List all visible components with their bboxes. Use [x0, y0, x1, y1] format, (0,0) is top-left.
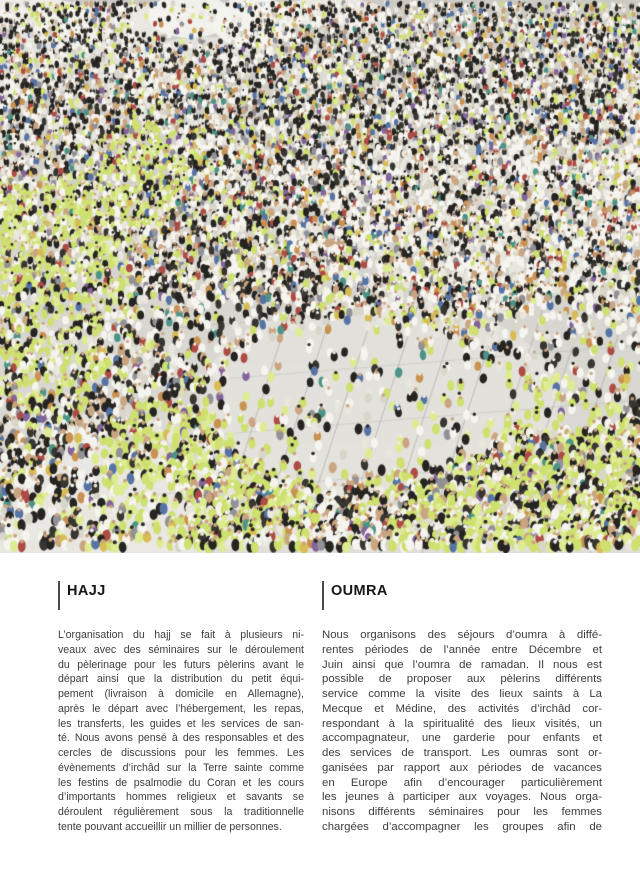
text-columns	[58, 581, 602, 835]
text-line: rentes périodes de l’année entre Décembre et	[322, 643, 602, 656]
text-line: té. Nous avons pensé à des responsables et des	[58, 732, 304, 745]
section-heading-row	[322, 581, 602, 611]
text-line: déroulent régulièrement sous la traditionnelle	[58, 806, 304, 818]
text-line: Mecque et Médine, des activités d’irchâd cor-	[322, 702, 602, 715]
text-line: possible de proposer aux pèlerins différents	[322, 673, 602, 686]
text-line: Juin ainsi que l’oumra de ramadan. Il nous est	[322, 658, 602, 671]
text-line: L’organisation du hajj se fait à plusieurs ni-	[58, 629, 304, 641]
text-line: nisons différents séminaires pour les femmes	[322, 806, 602, 818]
text-line: tente pouvant accueillir un millier de personnes.	[58, 820, 282, 833]
text-line: respondant à la spiritualité des lieux visités, un	[322, 717, 602, 730]
heading-rule	[58, 581, 60, 610]
section-body-oumra	[322, 628, 602, 835]
text-line: service comme la visite des lieux saints à La	[322, 688, 602, 700]
text-line: après le départ avec l’hébergement, les repas,	[58, 702, 304, 715]
section-heading-row	[58, 581, 304, 611]
section-heading-oumra: OUMRA	[331, 583, 388, 599]
text-line: évènements d’irchâd sur la Terre sainte comme	[58, 761, 304, 774]
text-line: du pèlerinage pour les futurs pèlerins avant le	[58, 658, 304, 671]
text-line: des services de transport. Les oumras sont or-	[322, 747, 602, 759]
heading-rule	[322, 581, 324, 610]
text-line: les transferts, les guides et les services de san-	[58, 717, 304, 730]
text-line: cercles de discussions pour les femmes. Les	[58, 747, 304, 759]
text-line: départ ainsi que la distribution du petit équi-	[58, 673, 304, 686]
text-line: d’importants hommes religieux et savants se	[58, 791, 304, 804]
text-line: veaux avec des séminaires sur le déroulement	[58, 643, 304, 656]
text-line: en Europe afin d’encourager particulièrement	[322, 776, 602, 789]
text-line: ganisées par rapport aux périodes de vacances	[322, 761, 602, 774]
text-line: les jeunes à participer aux voyages. Nous orga-	[322, 791, 602, 804]
text-line: les festins de psalmodie du Coran et les cours	[58, 776, 304, 789]
section-hajj	[58, 581, 304, 835]
text-line: chargées d’accompagner les groupes afin de	[322, 820, 602, 833]
section-heading-hajj: HAJJ	[67, 583, 106, 599]
text-line: accompagnateur, une garderie pour enfants et	[322, 732, 602, 745]
section-body-hajj	[58, 628, 304, 835]
section-oumra	[322, 581, 602, 835]
text-line: Nous organisons des séjours d’oumra à diffé-	[322, 629, 602, 641]
text-line: pement (livraison à domicile en Allemagne),	[58, 688, 304, 700]
